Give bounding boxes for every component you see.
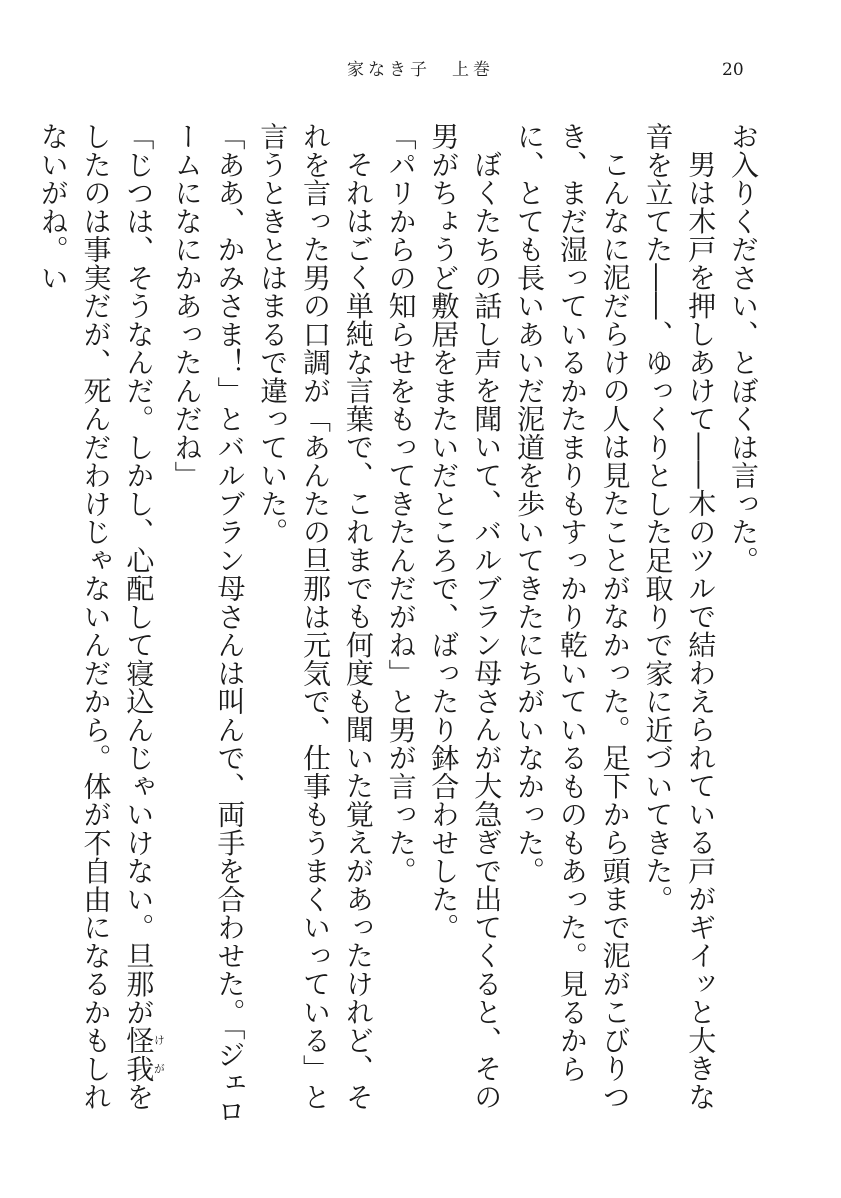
paragraph: こんなに泥だらけの人は見たことがなかった。足下から頭まで泥がこびりつき、まだ湿っているかたまりもすっかり乾いているものもあった。見るからに、とても長いあいだ泥道を歩いてきたにちがいなかった。 [513,122,632,1111]
ruby-base: 怪我 [122,1026,156,1083]
paragraph: お入りください、とぼくは言った。 [727,122,760,574]
running-head-title: 家なき子 上巻 [347,60,494,80]
ruby-reading: けが [152,1026,166,1083]
paragraph: それはごく単純な言葉で、これまでも何度も聞いた覚えがあったけれど、それを言った男の口調が「あんたの旦那は元気で、仕事もうまくいっている」と言うときとはまるで違っていた。 [256,122,375,1111]
paragraph-text: をしたのは事実だが、死んだわけじゃないんだから。体が不自由になるかもしれないがね。い [36,122,156,1111]
paragraph-text: 「じつは、そうなんだ。しかし、心配して寝込んじゃいけない。旦那が [122,122,156,1026]
paragraph [31,122,165,1132]
paragraph: 「ああ、かみさま！」とバルブラン母さんは叫んで、両手を合わせた。「ジェロームになにかあったんだね」 [170,122,247,1125]
paragraph: 男は木戸を押しあけて――木のツルで結わえられている戸がギイッと大きな音を立てた――、ゆっくりとした足取りで家に近づいてきた。 [641,122,718,1111]
paragraph: ぼくたちの話し声を聞いて、バルブラン母さんが大急ぎで出てくると、その男がちょうど敷居をまたいだところで、ばったり鉢合わせした。 [427,122,504,1111]
body-text [36,122,764,1132]
page-number: 20 [722,60,744,80]
paragraph: 「パリからの知らせをもってきたんだがね」と男が言った。 [384,122,418,885]
ruby-annotation [122,1026,166,1083]
